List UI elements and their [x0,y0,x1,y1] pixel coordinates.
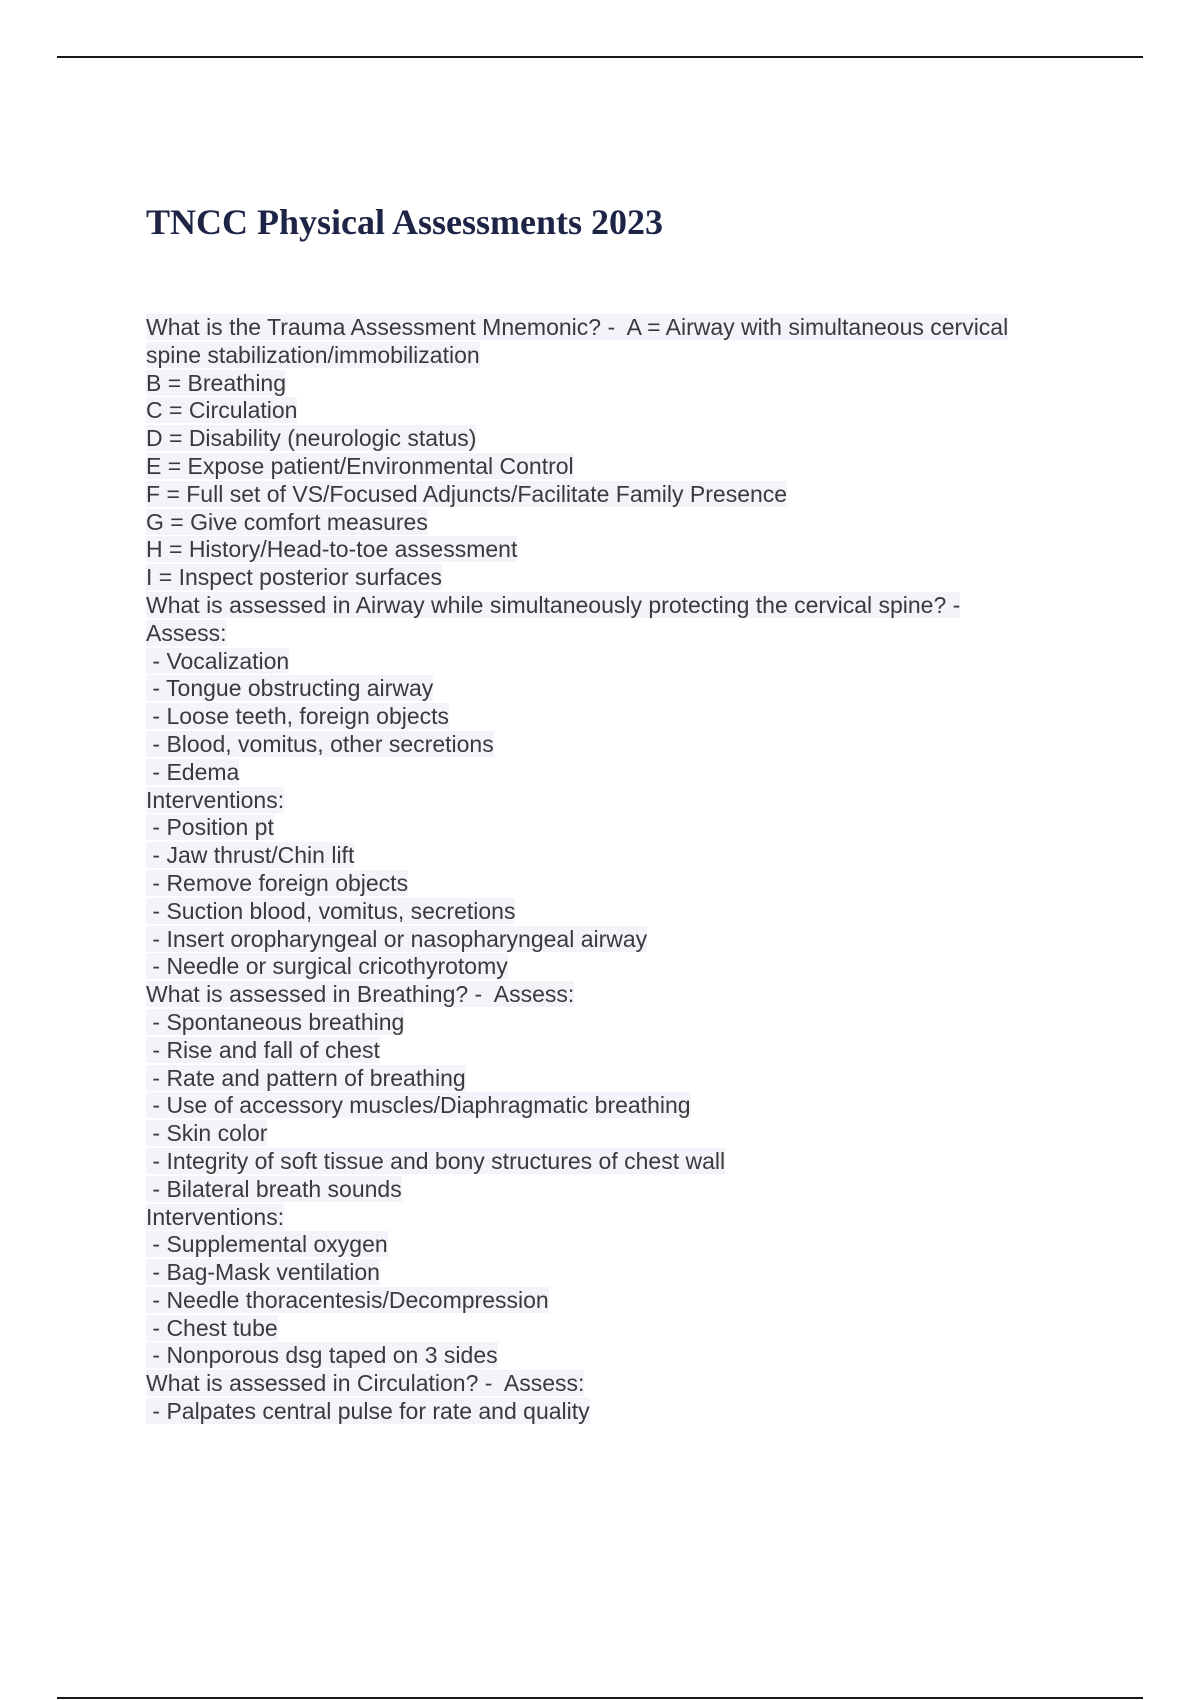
text-line: - Jaw thrust/Chin lift [146,842,355,869]
bottom-rule [57,1697,1143,1699]
text-line: F = Full set of VS/Focused Adjuncts/Facilitate Family Presence [146,480,788,507]
text-line: - Rate and pattern of breathing [146,1064,466,1091]
text-line: - Bilateral breath sounds [146,1175,402,1202]
text-line: Interventions: [146,1203,285,1230]
text-line: B = Breathing [146,369,287,396]
text-line: - Vocalization [146,647,290,674]
document-body [146,314,1066,1426]
document-title: TNCC Physical Assessments 2023 [146,202,664,242]
text-line: - Edema [146,758,240,785]
text-line: - Nonporous dsg taped on 3 sides [146,1342,498,1369]
text-line: - Chest tube [146,1314,278,1341]
text-line: Assess: [146,619,227,646]
text-line: - Skin color [146,1120,268,1147]
text-line: I = Inspect posterior surfaces [146,564,442,591]
text-line: - Needle or surgical cricothyrotomy [146,953,508,980]
text-line: - Spontaneous breathing [146,1008,405,1035]
text-line: What is assessed in Circulation? - Assess: [146,1370,585,1397]
text-line: - Tongue obstructing airway [146,675,434,702]
text-line: - Bag-Mask ventilation [146,1259,380,1286]
text-line: - Loose teeth, foreign objects [146,703,450,730]
text-line: - Suction blood, vomitus, secretions [146,897,516,924]
text-line: - Rise and fall of chest [146,1036,380,1063]
text-line: - Needle thoracentesis/Decompression [146,1286,549,1313]
text-line: What is assessed in Breathing? - Assess: [146,981,575,1008]
text-line: spine stabilization/immobilization [146,341,480,368]
text-line: - Blood, vomitus, other secretions [146,730,494,757]
text-line: - Use of accessory muscles/Diaphragmatic breathing [146,1092,691,1119]
text-line: - Integrity of soft tissue and bony structures of chest wall [146,1147,726,1174]
text-line: - Insert oropharyngeal or nasopharyngeal airway [146,925,648,952]
text-line: What is assessed in Airway while simultaneously protecting the cervical spine? - [146,591,961,618]
text-line: C = Circulation [146,397,298,424]
text-line: - Position pt [146,814,274,841]
text-line: What is the Trauma Assessment Mnemonic? - A = Airway with simultaneous cervical [146,314,1009,340]
top-rule [57,56,1143,58]
text-line: E = Expose patient/Environmental Control [146,452,574,479]
text-line: D = Disability (neurologic status) [146,425,477,452]
text-line: - Remove foreign objects [146,869,409,896]
text-line: Interventions: [146,786,285,813]
text-line: - Supplemental oxygen [146,1231,388,1258]
text-line: - Palpates central pulse for rate and quality [146,1398,590,1425]
text-line: H = History/Head-to-toe assessment [146,536,518,563]
text-line: G = Give comfort measures [146,508,428,535]
